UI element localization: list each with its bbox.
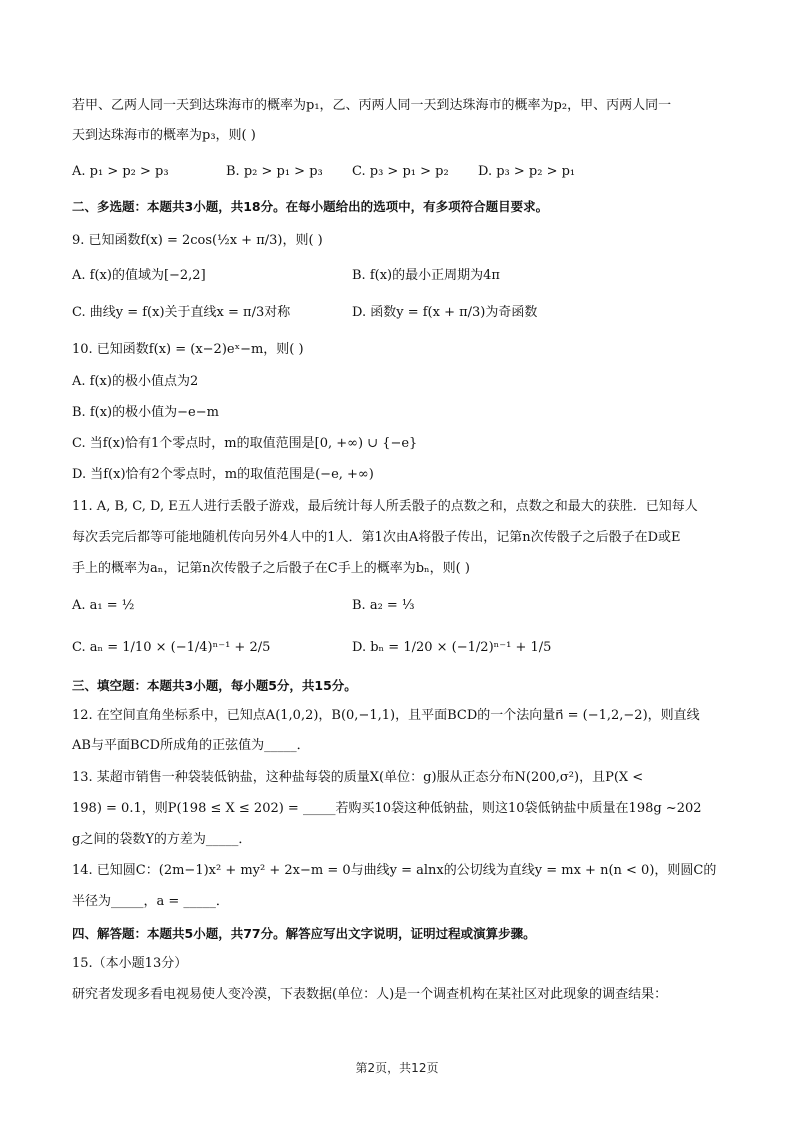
- q8-option-c: C. p₃ > p₁ > p₂: [352, 164, 449, 179]
- q11-option-c: C. aₙ = 1/10 × (−1/4)ⁿ⁻¹ + 2/5: [72, 640, 271, 655]
- section-heading-solutions: 四、解答题：本题共5小题，共77分。解答应写出文字说明，证明过程或演算步骤。: [72, 926, 536, 941]
- section-heading-multiple-choice: 二、多选题：本题共3小题，共18分。在每小题给出的选项中，有多项符合题目要求。: [72, 199, 549, 214]
- q8-stem-line1: 若甲、乙两人同一天到达珠海市的概率为p₁，乙、丙两人同一天到达珠海市的概率为p₂，甲、丙两人同一: [72, 98, 672, 113]
- q8-stem-line2: 天到达珠海市的概率为p₃，则( ): [72, 128, 256, 143]
- q10-stem: 10. 已知函数f(x) = (x−2)eˣ−m，则( ): [72, 342, 304, 357]
- q12-stem-line1: 12. 在空间直角坐标系中，已知点A(1,0,2)，B(0,−1,1)，且平面BCD的一个法向量n⃗ = (−1,2,−2)，则直线: [72, 708, 700, 723]
- q10-option-b: B. f(x)的极小值为−e−m: [72, 405, 219, 420]
- q11-stem-line2: 每次丢完后都等可能地随机传向另外4人中的1人．第1次由A将骰子传出，记第n次传骰子之后骰子在D或E: [72, 530, 681, 545]
- q9-option-c: C. 曲线y = f(x)关于直线x = π/3对称: [72, 305, 291, 320]
- q10-option-c: C. 当f(x)恰有1个零点时，m的取值范围是[0, +∞) ∪ {−e}: [72, 436, 418, 451]
- q11-stem-line1: 11. A, B, C, D, E五人进行丢骰子游戏，最后统计每人所丢骰子的点数之和，点数之和最大的获胜．已知每人: [72, 499, 698, 514]
- q10-option-d: D. 当f(x)恰有2个零点时，m的取值范围是(−e, +∞): [72, 467, 374, 482]
- q13-stem-line1: 13. 某超市销售一种袋装低钠盐，这种盐每袋的质量X(单位：g)服从正态分布N(200,σ²)，且P(X <: [72, 770, 644, 785]
- q15-stem-line1: 研究者发现多看电视易使人变冷漠，下表数据(单位：人)是一个调查机构在某社区对此现象的调查结果：: [72, 987, 668, 1002]
- page-footer: 第2页，共12页: [355, 1061, 439, 1075]
- q9-option-a: A. f(x)的值域为[−2,2]: [72, 268, 206, 283]
- q9-option-b: B. f(x)的最小正周期为4π: [352, 268, 500, 283]
- q13-stem-line2: 198) = 0.1，则P(198 ≤ X ≤ 202) = _____若购买10袋这种低钠盐，则这10袋低钠盐中质量在198g ~202: [72, 801, 702, 816]
- q12-stem-line2: AB与平面BCD所成角的正弦值为_____．: [72, 738, 310, 753]
- q14-stem-line2: 半径为_____，a = _____．: [72, 894, 229, 909]
- q10-option-a: A. f(x)的极小值点为2: [72, 374, 199, 389]
- q11-stem-line3: 手上的概率为aₙ，记第n次传骰子之后骰子在C手上的概率为bₙ，则( ): [72, 561, 470, 576]
- q11-option-b: B. a₂ = ⅓: [352, 598, 415, 613]
- q13-stem-line3: g之间的袋数Y的方差为_____．: [72, 832, 252, 847]
- q8-option-d: D. p₃ > p₂ > p₁: [478, 164, 576, 179]
- q8-option-a: A. p₁ > p₂ > p₃: [72, 164, 169, 179]
- q9-stem: 9. 已知函数f(x) = 2cos(½x + π/3)，则( ): [72, 233, 323, 248]
- q8-option-b: B. p₂ > p₁ > p₃: [226, 164, 323, 179]
- q14-stem-line1: 14. 已知圆C：(2m−1)x² + my² + 2x−m = 0与曲线y = alnx的公切线为直线y = mx + n(n < 0)，则圆C的: [72, 863, 717, 878]
- q9-option-d: D. 函数y = f(x + π/3)为奇函数: [352, 305, 538, 320]
- q15-title: 15.（本小题13分）: [72, 956, 188, 971]
- section-heading-fill-in: 三、填空题：本题共3小题，每小题5分，共15分。: [72, 678, 357, 693]
- q11-option-a: A. a₁ = ½: [72, 598, 135, 613]
- q11-option-d: D. bₙ = 1/20 × (−1/2)ⁿ⁻¹ + 1/5: [352, 640, 552, 655]
